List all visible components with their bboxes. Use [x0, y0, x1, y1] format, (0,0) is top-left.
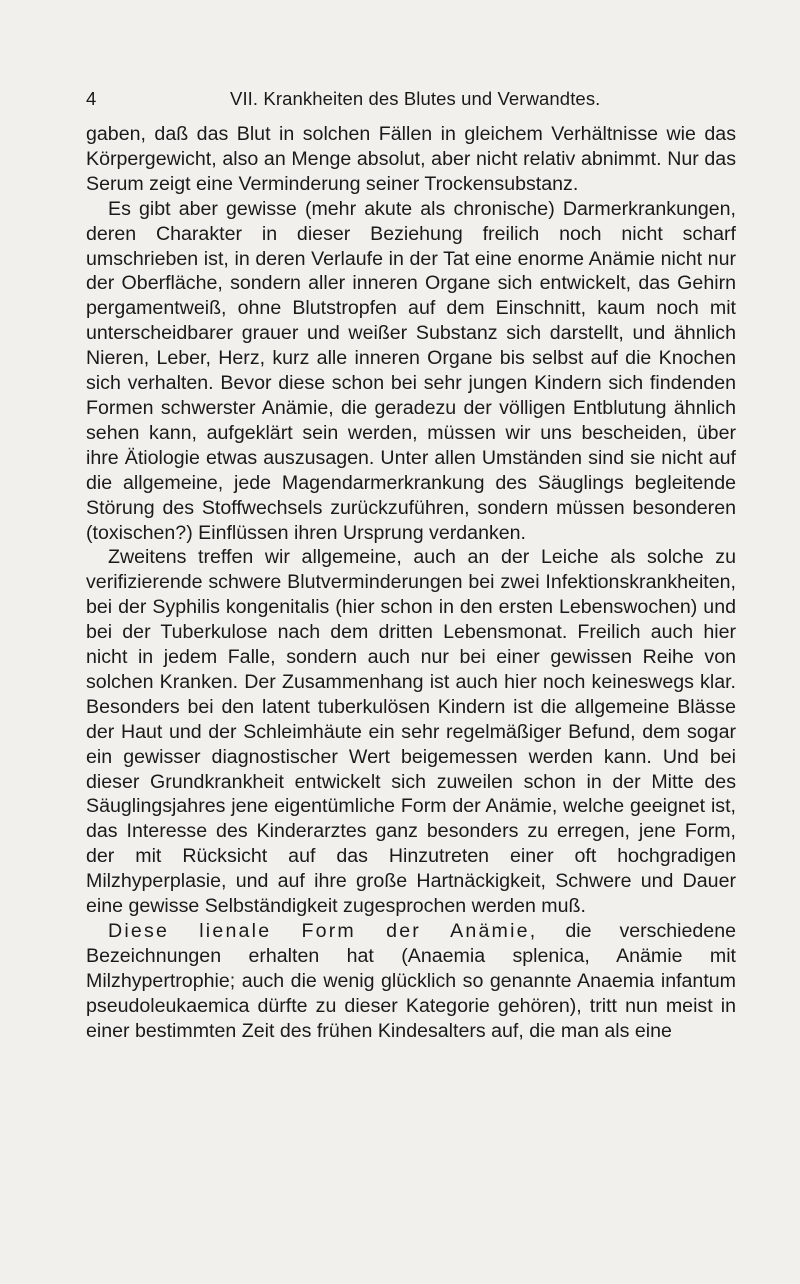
body-text	[86, 122, 736, 1044]
paragraph-1: gaben, daß das Blut in solchen Fällen in gleichem Verhältnisse wie das Körpergewicht, also an Menge absolut, aber nicht relativ abnimmt. Nur das Serum zeigt eine Verminderung seiner Trockensubstanz.	[86, 123, 736, 195]
paragraph-4-text: die verschiedene Bezeichnungen erhalten hat (Anaemia splenica, Anämie mit Milzhypertrophie; auch die wenig glücklich so genannte Anaemia infantum pseudoleukaemica dürfte zu dieser Kategorie gehören), tritt nun meist in einer bestimmten Zeit des frühen Kindesalters auf, die man als eine	[86, 920, 736, 1042]
paragraph-2: Es gibt aber gewisse (mehr akute als chronische) Darmerkrankungen, deren Charakter in dieser Beziehung freilich noch nicht scharf umschrieben ist, in deren Verlaufe in der Tat eine enorme Anämie nicht nur der Oberfläche, sondern aller inneren Organe sich entwickelt, das Gehirn pergamentweiß, ohne Blutstropfen auf dem Einschnitt, kaum noch mit unterscheidbarer grauer und weißer Substanz sich darstellt, und ähnlich Nieren, Leber, Herz, kurz alle inneren Organe bis selbst auf die Knochen sich verhalten. Bevor diese schon bei sehr jungen Kindern sich findenden Formen schwerster Anämie, die geradezu der völligen Entblutung ähnlich sehen kann, aufgeklärt sein werden, müssen wir uns bescheiden, über ihre Ätiologie etwas auszusagen. Unter allen Umständen sind sie nicht auf die allgemeine, jede Magendarmerkrankung des Säuglings begleitende Störung des Stoffwechsels zurückzuführen, sondern müssen besonderen (toxischen?) Einflüssen ihren Ursprung verdanken.	[86, 197, 736, 544]
chapter-title: VII. Krankheiten des Blutes und Verwandtes.	[230, 88, 601, 109]
paragraph-3: Zweitens treffen wir allgemeine, auch an der Leiche als solche zu verifizierende schwere Blutverminderungen bei zwei Infektionskrankheiten, bei der Syphilis kongenitalis (hier schon in den ersten Lebenswochen) und bei der Tuberkulose nach dem dritten Lebensmonat. Freilich auch hier nicht in jedem Falle, sondern auch nur bei einer gewissen Reihe von solchen Kranken. Der Zusammenhang ist auch hier noch keineswegs klar. Besonders bei den latent tuberkulösen Kindern ist die allgemeine Blässe der Haut und der Schleimhäute ein sehr regelmäßiger Befund, dem sogar ein gewisser diagnostischer Wert beigemessen werden kann. Und bei dieser Grundkrankheit entwickelt sich zuweilen schon in der Mitte des Säuglingsjahres jene eigentümliche Form der Anämie, welche geeignet ist, das Interesse des Kinderarztes ganz besonders zu erregen, jene Form, der mit Rücksicht auf das Hinzutreten einer oft hochgradigen Milzhyperplasie, und auf ihre große Hartnäckigkeit, Schwere und Dauer eine gewisse Selbständigkeit zugesprochen werden muß.	[86, 546, 736, 918]
paragraph-4	[86, 919, 736, 1044]
spaced-emphasis: Diese lienale Form der Anämie,	[108, 920, 538, 942]
running-head	[86, 86, 736, 112]
page-number: 4	[86, 88, 97, 109]
